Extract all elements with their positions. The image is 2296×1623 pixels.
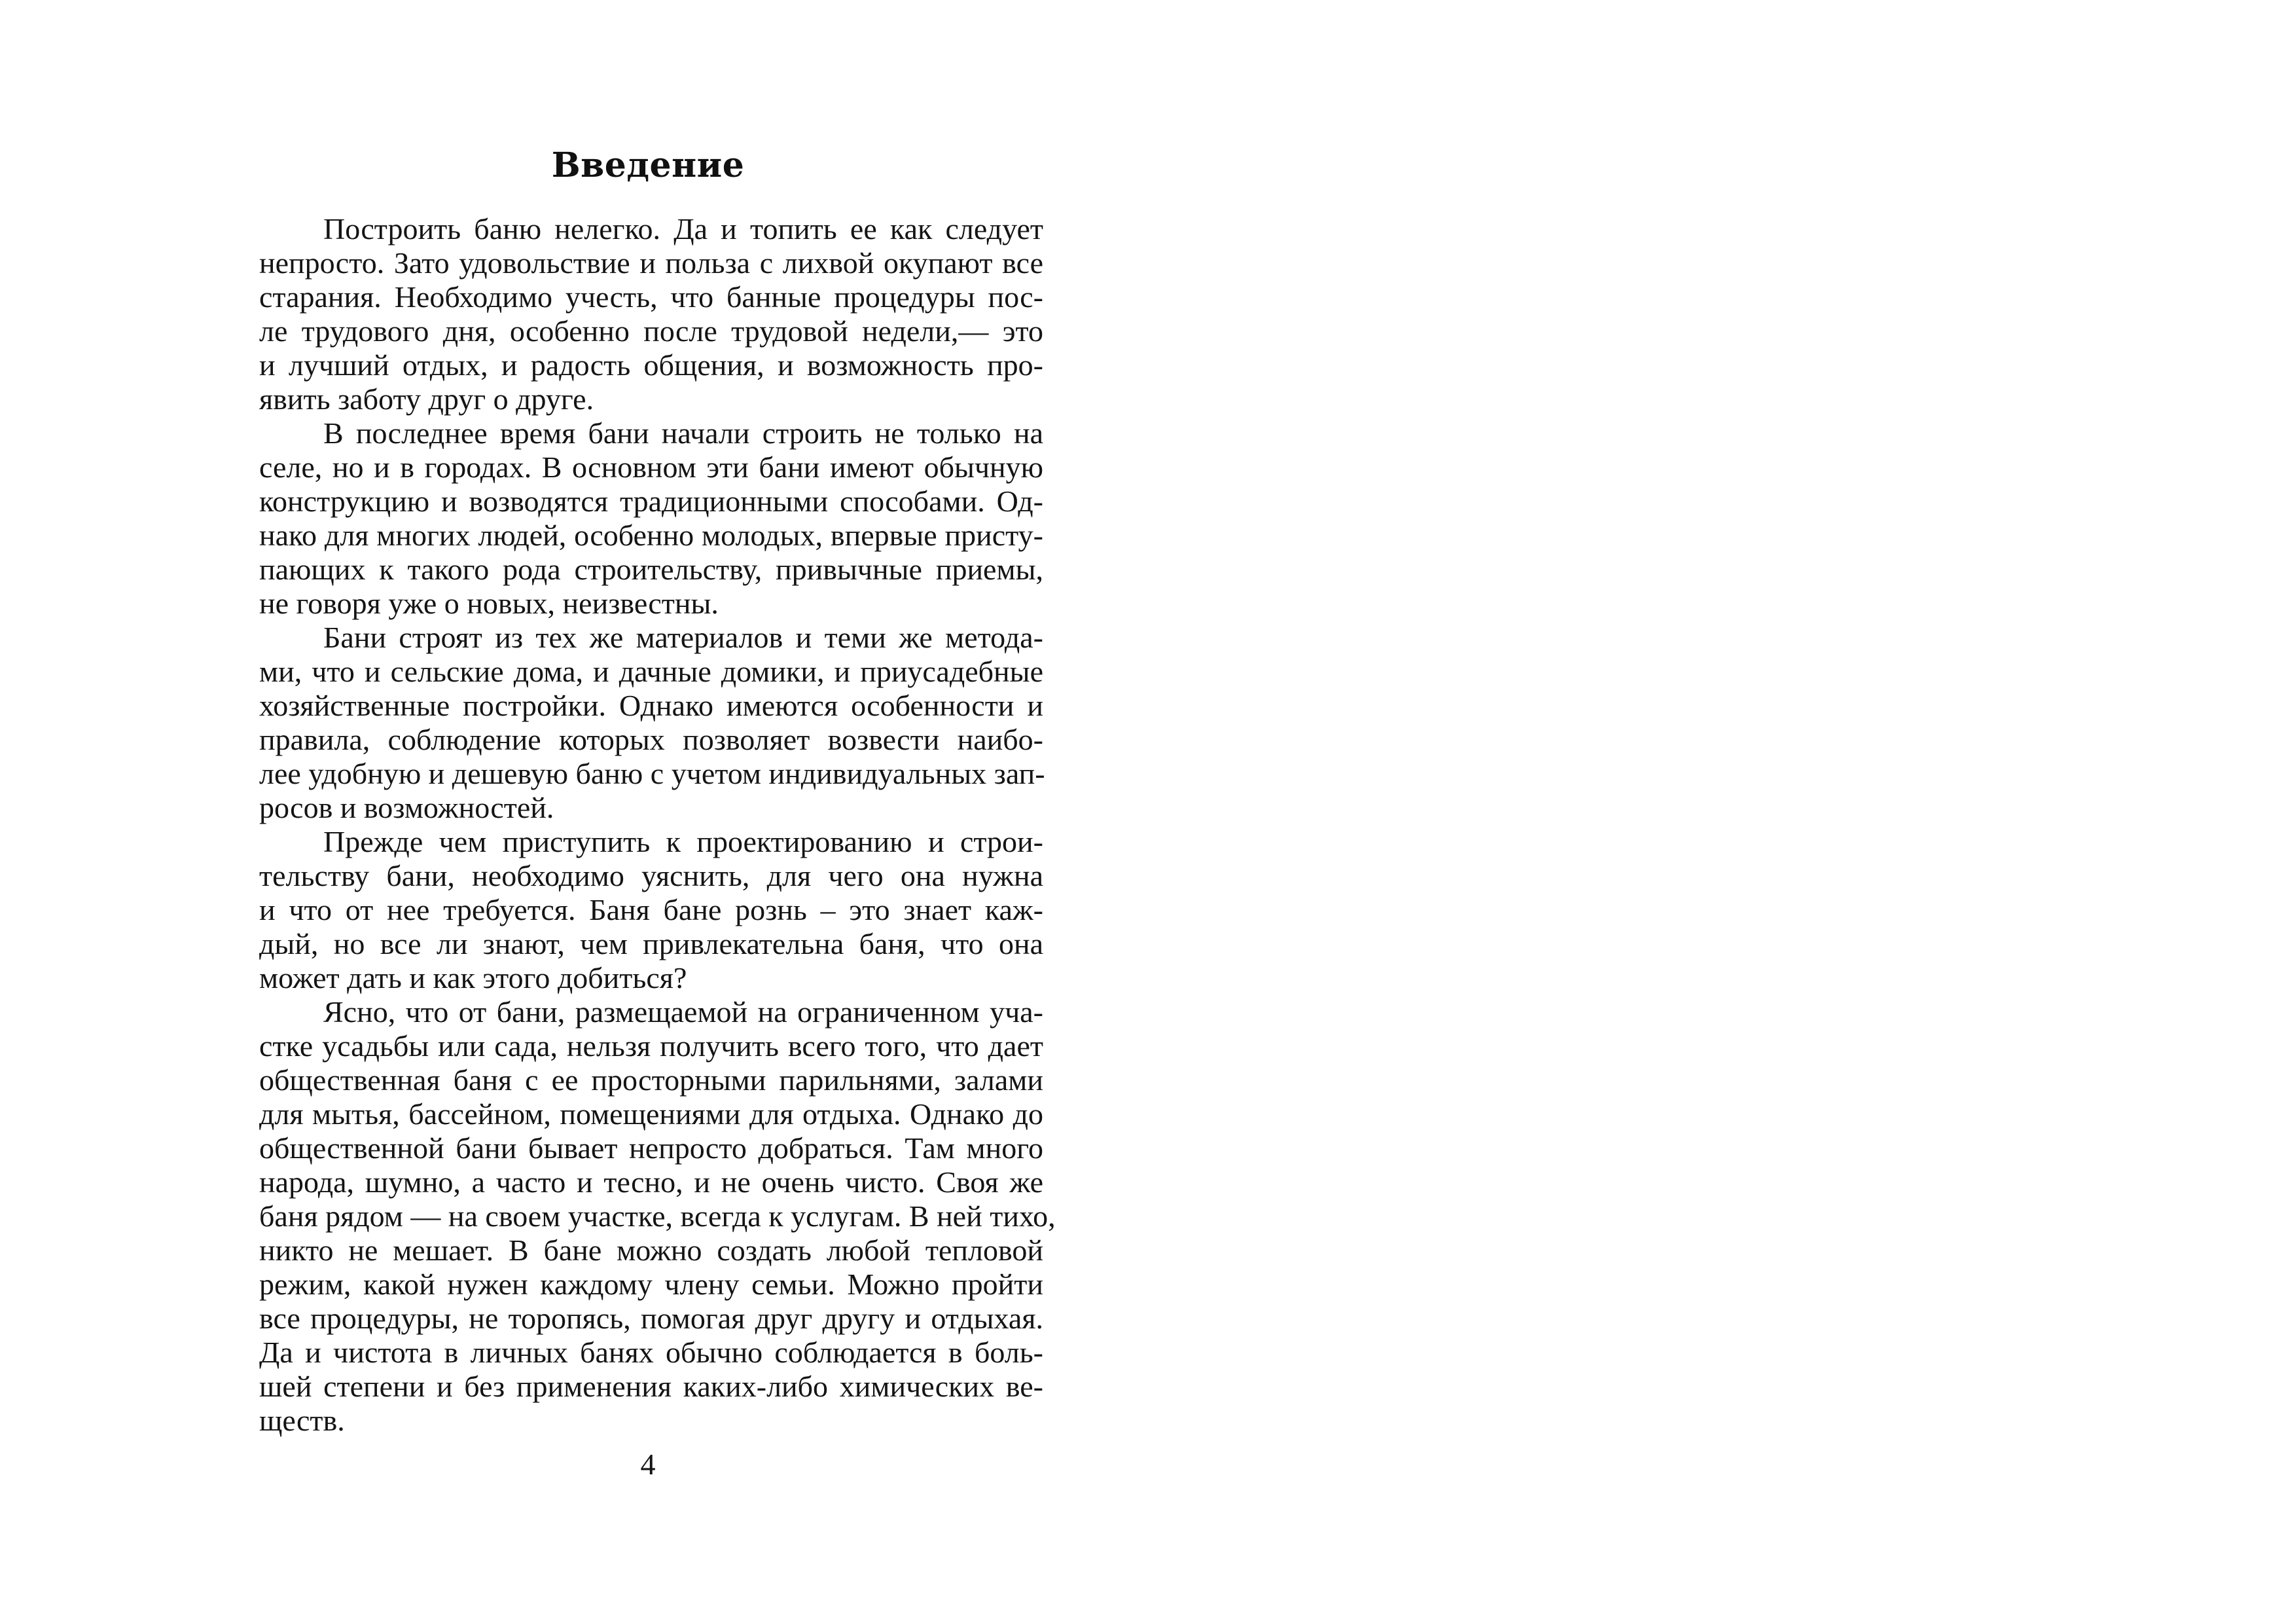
text-line: ле трудового дня, особенно после трудовой недели,— это (259, 314, 1043, 348)
text-line: хозяйственные постройки. Однако имеются особенности и (259, 689, 1043, 722)
text-line: Построить баню нелегко. Да и топить ее как следует (323, 212, 1043, 246)
text-line: Бани строят из тех же материалов и теми же метода- (323, 621, 1043, 654)
text-line: непросто. Зато удовольствие и польза с лихвой окупают все (259, 246, 1043, 280)
text-line: правила, соблюдение которых позволяет возвести наибо- (259, 723, 1043, 756)
text-line: селе, но и в городах. В основном эти бани имеют обычную (259, 450, 1043, 484)
text-line: росов и возможностей. (259, 791, 554, 824)
text-line: Да и чистота в личных банях обычно соблюдается в боль- (259, 1336, 1043, 1369)
text-line: ществ. (259, 1404, 345, 1437)
text-line: пающих к такого рода строительству, привычные приемы, (259, 553, 1043, 586)
text-line: лее удобную и дешевую баню с учетом индивидуальных зап- (259, 757, 1045, 790)
text-line: нако для многих людей, особенно молодых, впервые присту- (259, 519, 1043, 552)
text-line: общественная баня с ее просторными парильнями, залами (259, 1063, 1043, 1097)
body-text (259, 212, 1056, 1438)
text-line: дый, но все ли знают, чем привлекательна баня, что она (259, 927, 1043, 960)
text-line: стке усадьбы или сада, нельзя получить всего того, что дает (259, 1029, 1043, 1063)
text-line: и что от нее требуется. Баня бане рознь – это знает каж- (259, 893, 1043, 926)
text-line: конструкцию и возводятся традиционными способами. Од- (259, 484, 1043, 518)
text-line: никто не мешает. В бане можно создать любой тепловой (259, 1233, 1043, 1267)
text-line: шей степени и без применения каких-либо химических ве- (259, 1370, 1043, 1403)
text-line: общественной бани бывает непросто добраться. Там много (259, 1131, 1043, 1165)
text-line: баня рядом — на своем участке, всегда к услугам. В ней тихо, (259, 1199, 1056, 1233)
text-line: старания. Необходимо учесть, что банные процедуры пос- (259, 280, 1043, 314)
text-line: тельству бани, необходимо уяснить, для чего она нужна (259, 859, 1043, 892)
page-number: 4 (640, 1448, 656, 1481)
text-line: может дать и как этого добиться? (259, 961, 687, 994)
text-line: режим, какой нужен каждому члену семьи. Можно пройти (259, 1267, 1043, 1301)
text-line: для мытья, бассейном, помещениями для отдыха. Однако до (259, 1097, 1043, 1131)
text-line: явить заботу друг о друге. (259, 382, 594, 416)
text-line: Ясно, что от бани, размещаемой на ограниченном уча- (323, 995, 1043, 1029)
text-line: ми, что и сельские дома, и дачные домики, и приусадебные (259, 655, 1043, 688)
chapter-title: Введение (551, 145, 745, 185)
text-line: В последнее время бани начали строить не только на (323, 416, 1043, 450)
text-line: все процедуры, не торопясь, помогая друг другу и отдыхая. (259, 1302, 1043, 1335)
text-line: народа, шумно, а часто и тесно, и не очень чисто. Своя же (259, 1165, 1043, 1199)
text-line: Прежде чем приступить к проектированию и строи- (323, 825, 1043, 858)
text-line: и лучший отдых, и радость общения, и возможность про- (259, 348, 1043, 382)
text-line: не говоря уже о новых, неизвестны. (259, 587, 719, 620)
